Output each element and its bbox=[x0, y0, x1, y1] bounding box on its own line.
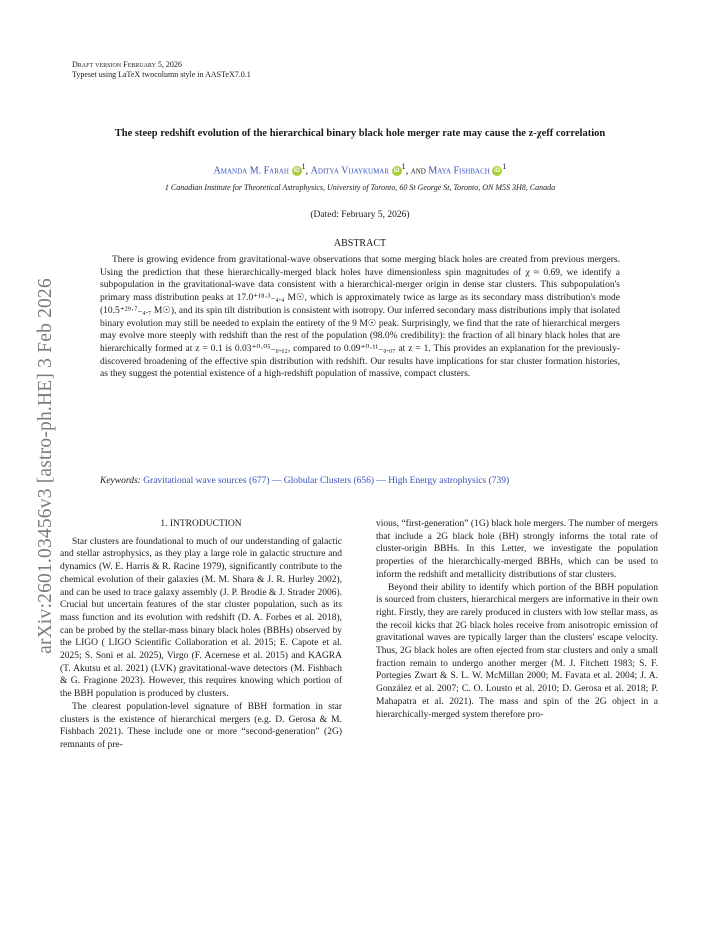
section-heading: 1. INTRODUCTION bbox=[160, 519, 242, 529]
keywords bbox=[100, 475, 620, 488]
orcid-icon[interactable]: iD bbox=[494, 168, 501, 175]
abstract-heading: ABSTRACT bbox=[333, 238, 387, 249]
intro-paragraph-1: Star clusters are foundational to much of our understanding of galactic and stellar astrophysics, as they play a large role in galactic structure and dynamics (W. E. Harris & R. Racine 1979), significantly contribute to the chemical evolution of their galaxies (M. M. Shara & J. R. Hurley 2002), and can be used to trace galaxy assembly (J. P. Brodie & J. Strader 2006). Crucial but uncertain features of the star cluster population, such as its mass function and its evolution with redshift (D. A. Forbes et al. 2018), can be probed by the stellar-mass binary black holes (BBHs) observed by the LIGO ( LIGO Scientific Collaboration et al. 2015; E. Capote et al. 2025; S. Soni et al. 2025), Virgo (F. Acernese et al. 2015) and KAGRA (T. Akutsu et al. 2021) (LVK) gravitational-wave detectors (M. Fishbach & G. Fragione 2023). However, this requires knowing which portion of the BBH population is produced by clusters. bbox=[60, 536, 342, 700]
author-fishbach[interactable]: Maya Fishbach bbox=[428, 165, 490, 177]
author-and: and bbox=[410, 165, 426, 177]
intro-paragraph-4: Beyond their ability to identify which portion of the BBH population is sourced from clusters, hierarchical mergers are informative in their own right. Firstly, they are rarely produced in clusters with low stellar mass, as the recoil kicks that 2G black holes receive from anisotropic emission of gravitational waves are typically larger than the clusters' escape velocity. Thus, 2G black holes are often ejected from star clusters and only a small fraction remain to undergo another merger (M. J. Fitchett 1983; S. F. Portegies Zwart & S. L. W. McMillan 2000; M. Favata et al. 2004; J. A. González et al. 2007; C. O. Lousto et al. 2010; D. Gerosa et al. 2018; P. Mahapatra et al. 2021). The mass and spin of the 2G object in a hierarchically-merged system therefore pro- bbox=[376, 582, 658, 720]
author-farah[interactable]: Amanda M. Farah bbox=[213, 165, 289, 177]
dated-line: (Dated: February 5, 2026) bbox=[310, 210, 410, 220]
draft-header bbox=[72, 60, 251, 80]
keywords-list[interactable]: Gravitational wave sources (677) — Globular Clusters (656) — High Energy astrophysics (739) bbox=[143, 476, 510, 486]
intro-paragraph-3: vious, “first-generation” (1G) black hole mergers. The number of mergers that include a 2G black hole (BH) strongly informs the total rate of cluster-origin BBHs. In this Letter, we investigate the population properties of the hierarchically-merged BBHs, which can be used to inform the redshift and metallicity distributions of star clusters. bbox=[376, 519, 658, 580]
left-column bbox=[60, 518, 342, 752]
author-list: Amanda M. Farah $iD^1$, Aditya Vijaykumar $iD^1$, and Maya Fishbach $iD^1$ bbox=[213, 162, 507, 177]
draft-version: Draft version February 5, 2026 bbox=[72, 60, 182, 69]
keywords-label: Keywords: bbox=[100, 476, 141, 486]
author-vijaykumar[interactable]: Aditya Vijaykumar bbox=[310, 165, 390, 177]
right-column bbox=[376, 518, 658, 721]
orcid-icon[interactable]: iD bbox=[393, 168, 400, 175]
orcid-icon[interactable]: iD bbox=[293, 168, 300, 175]
abstract-text: There is growing evidence from gravitational-wave observations that some merging black holes are created from previous mergers. Using the prediction that these hierarchically-merged black holes have dimensionless spin magnitudes of χ ≈ 0.69, we identify a subpopulation in the gravitational-wave data consistent with a hierarchical-merger origin in dense star clusters. This subpopulation's primary mass distribution peaks at 17.0⁺¹⁸·³₋₄.₄ M☉, which is approximately twice as large as its secondary mass distribution's mode (10.5⁺²⁹·⁷₋₄.₇ M☉), and its spin tilt distribution is consistent with isotropy. Our inferred secondary mass distributions imply that isolated binary evolution may still be needed to explain the entirety of the 9 M☉ peak. Surprisingly, we find that the rate of hierarchical mergers may evolve more steeply with redshift than the rest of the population (98.0% credibility): the fraction of all binary black holes that are hierarchically formed at z = 0.1 is 0.03⁺⁰·⁰⁵₋₀.₀₂, compared to 0.09⁺⁰·¹¹₋₀.₀₇ at z = 1. This provides an explanation for the previously-discovered broadening of the effective spin distribution with redshift. Our results have implications for star cluster formation histories, as they suggest the potential existence of a high-redshift population of massive, compact clusters. bbox=[100, 255, 620, 380]
arxiv-stamp-text: arXiv:2601.03456v3 [astro-ph.HE] 3 Feb 2026 bbox=[35, 278, 56, 654]
paper-title: The steep redshift evolution of the hierarchical binary black hole merger rate may cause the z-χeff correlation bbox=[114, 128, 606, 139]
typeset-note: Typeset using LaTeX twocolumn style in AASTeX7.0.1 bbox=[72, 70, 251, 79]
intro-paragraph-2: The clearest population-level signature of BBH formation in star clusters is the existence of hierarchical mergers (e.g. D. Gerosa & M. Fishbach 2021). These include one or more “second-generation” (2G) remnants of pre- bbox=[60, 701, 342, 750]
affiliation: 1 Canadian Institute for Theoretical Astrophysics, University of Toronto, 60 St George St, Toronto, ON M5S 3H8, Canada bbox=[164, 183, 556, 192]
arxiv-stamp bbox=[36, 236, 56, 696]
